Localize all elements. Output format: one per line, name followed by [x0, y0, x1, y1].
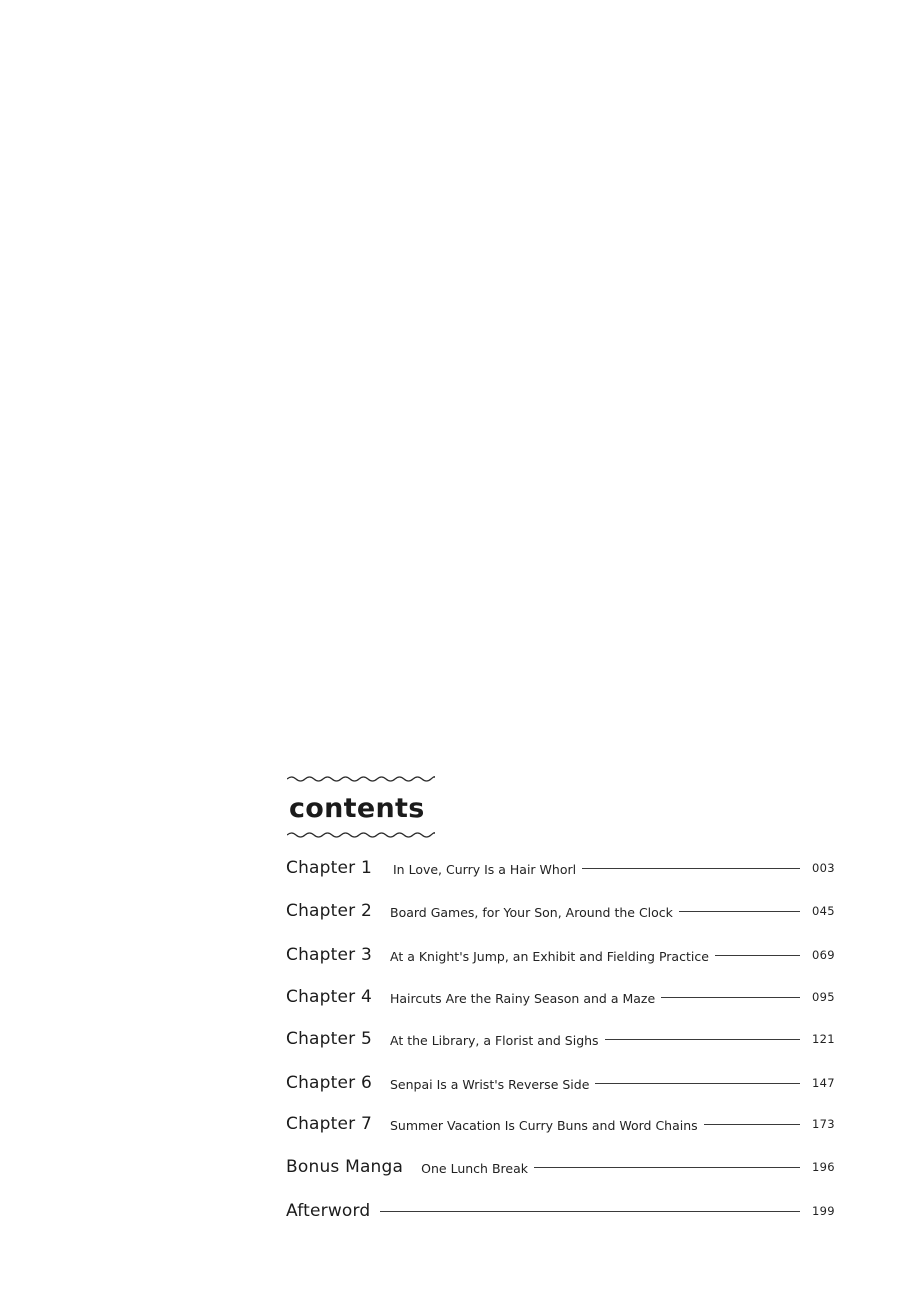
entry-label: Chapter 1: [286, 858, 372, 878]
entry-label: Bonus Manga: [286, 1157, 404, 1177]
page-number: 095: [812, 990, 835, 1004]
entry-label: Chapter 5: [286, 1029, 372, 1049]
leader-line: [595, 1083, 800, 1084]
toc-entry-chapter-5[interactable]: [286, 1027, 838, 1051]
page-number: 147: [812, 1076, 835, 1090]
toc-entry-chapter-7[interactable]: [286, 1112, 838, 1136]
toc-entry-chapter-6[interactable]: [286, 1071, 838, 1095]
leader-line: [534, 1167, 800, 1168]
leader-line: [704, 1124, 800, 1125]
leader-line: [380, 1211, 800, 1212]
entry-title: In Love, Curry Is a Hair Whorl: [393, 861, 577, 877]
entry-label: Chapter 7: [286, 1114, 372, 1134]
entry-label: Chapter 4: [286, 987, 372, 1007]
leader-line: [605, 1039, 800, 1040]
entry-label: Chapter 3: [286, 945, 372, 965]
page-number: 069: [812, 948, 835, 962]
page-number: 173: [812, 1117, 835, 1131]
entry-title: Board Games, for Your Son, Around the Clock: [390, 904, 673, 920]
leader-line: [715, 955, 800, 956]
leader-line: [679, 911, 800, 912]
toc-entries: [286, 0, 838, 1291]
entry-label: Chapter 2: [286, 901, 372, 921]
entry-label: Afterword: [286, 1201, 371, 1221]
page-number: 045: [812, 904, 835, 918]
toc-entry-bonus-manga[interactable]: [286, 1155, 838, 1179]
entry-title: Senpai Is a Wrist's Reverse Side: [390, 1076, 590, 1092]
toc-entry-chapter-2[interactable]: [286, 899, 838, 923]
entry-title: One Lunch Break: [421, 1160, 528, 1176]
leader-line: [661, 997, 800, 998]
page-number: 199: [812, 1204, 835, 1218]
page-number: 121: [812, 1032, 835, 1046]
entry-title: At the Library, a Florist and Sighs: [390, 1032, 599, 1048]
toc-entry-chapter-3[interactable]: [286, 943, 838, 967]
contents-heading: contents: [289, 793, 425, 824]
leader-line: [582, 868, 800, 869]
toc-entry-chapter-4[interactable]: [286, 985, 838, 1009]
page-number: 196: [812, 1160, 835, 1174]
entry-title: Summer Vacation Is Curry Buns and Word Chains: [390, 1117, 698, 1133]
entry-title: Haircuts Are the Rainy Season and a Maze: [390, 990, 656, 1006]
page-number: 003: [812, 861, 835, 875]
toc-entry-afterword[interactable]: [286, 1199, 838, 1223]
toc-entry-chapter-1[interactable]: [286, 856, 838, 880]
entry-label: Chapter 6: [286, 1073, 372, 1093]
entry-title: At a Knight's Jump, an Exhibit and Fielding Practice: [390, 948, 709, 964]
